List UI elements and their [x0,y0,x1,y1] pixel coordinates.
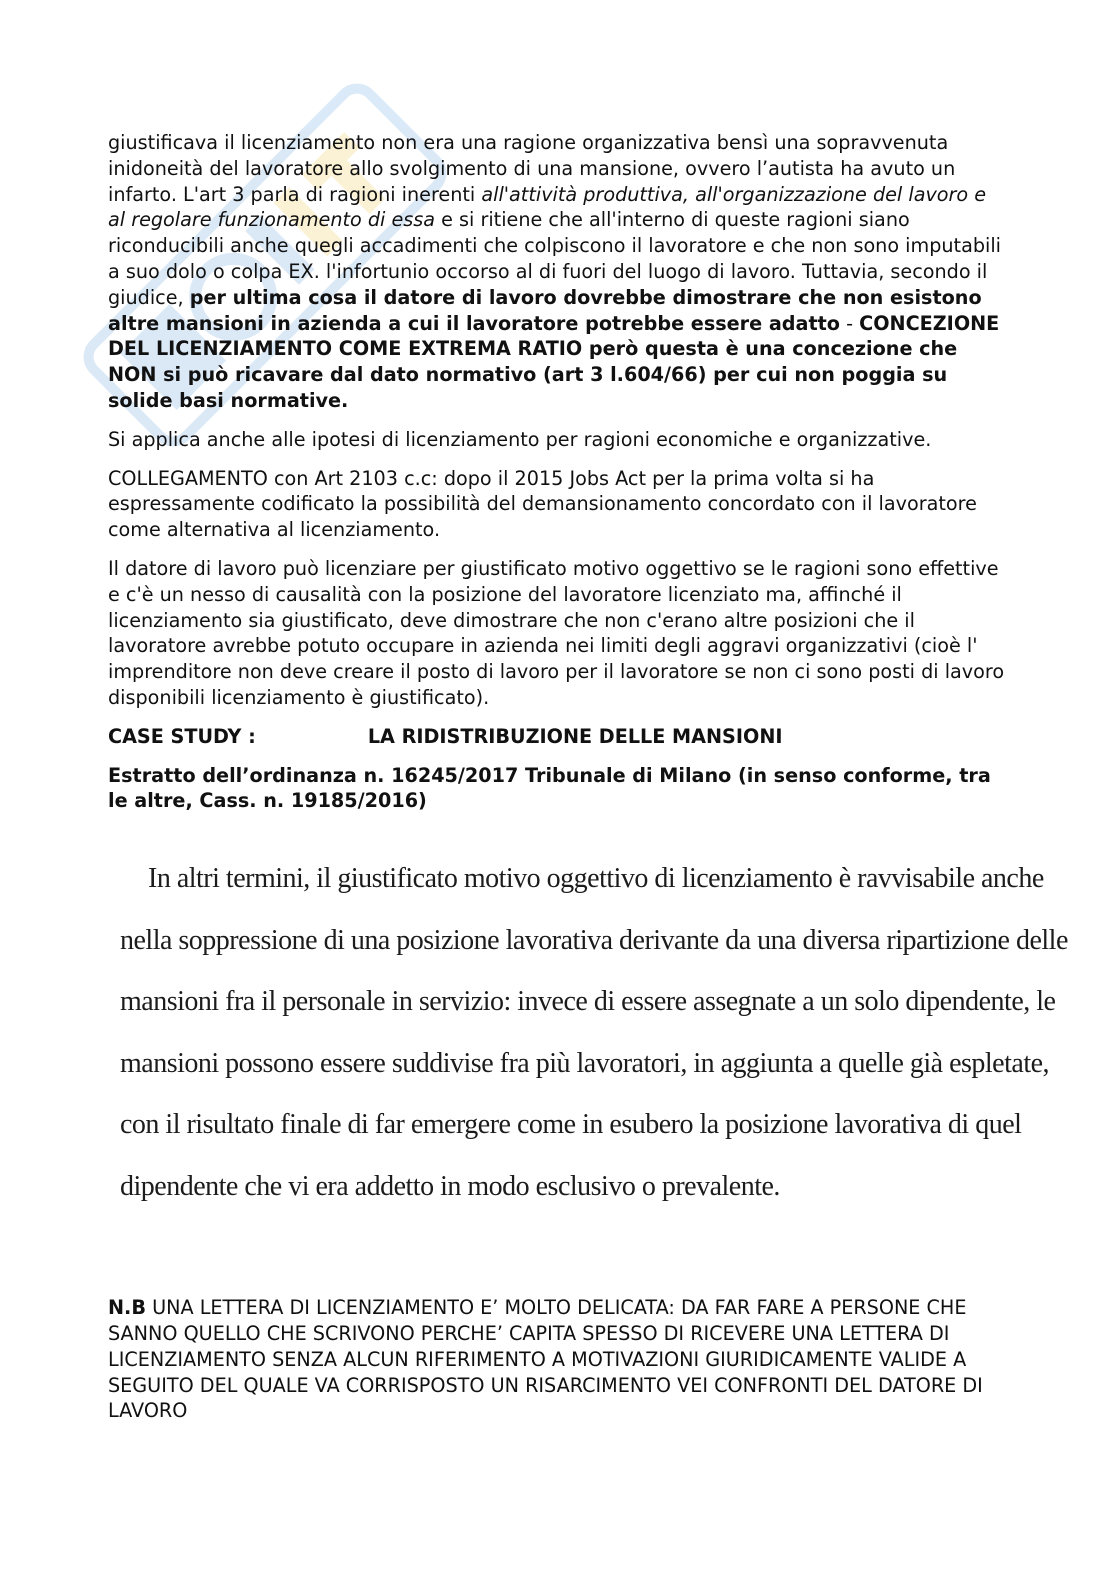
quote-line: In altri termini, il giustificato motivo oggettivo di licenziamento è ravvisabile anche [148,863,1044,894]
paragraph-1: giustificava il licenziamento non era una ragione organizzativa bensì una sopravvenuta inidoneità del lavoratore allo svolgimento di una mansione, ovvero l’autista ha avuto un infarto. L'art 3 parla di ragioni inerenti all'attività produttiva, all'organizzazione del lavoro e al regolare funzionamento di essa e si ritiene che all'interno di queste ragioni siano riconducibili anche quegli accadimenti che colpiscono il lavoratore e che non sono imputabili a suo dolo o colpa EX. l'infortunio occorso al di fuori del luogo di lavoro. Tuttavia, secondo il giudice, per ultima cosa il datore di lavoro dovrebbe dimostrare che non esistono altre mansioni in azienda a cui il lavoratore potrebbe essere adatto - CONCEZIONE DEL LICENZIAMENTO COME EXTREMA RATIO però questa è una concezione che NON si può ricavare dal dato normativo (art 3 l.604/66) per cui non poggia su solide basi normative. [108,131,1001,412]
paragraph-2: Si applica anche alle ipotesi di licenziamento per ragioni economiche e organizzative. [108,427,932,451]
italic-quote: all'attività produttiva, all'organizzazione del lavoro e al regolare funzionamento di essa [108,182,987,232]
scanned-quote [120,848,1068,1217]
document-body [108,130,1008,827]
paragraph-4: Il datore di lavoro può licenziare per giustificato motivo oggettivo se le ragioni sono effettive e c'è un nesso di causalità con la posizione del lavoratore licenziato ma, affinché il licenziamento sia giustificato, deve dimostrare che non c'erano altre posizioni che il lavoratore avrebbe potuto occupare in azienda nei limiti degli aggravi organizzativi (cioè l' imprenditore non deve creare il posto di lavoro per il lavoratore se non ci sono posti di lavoro disponibili licenziamento è giustificato). [108,556,1005,709]
nb-label: N.B [108,1296,146,1320]
nota-bene [108,1295,1008,1424]
bold-statement: per ultima cosa il datore di lavoro dovrebbe dimostrare che non esistono altre mansioni in azienda a cui il lavoratore potrebbe essere adatto [108,285,982,335]
case-study-title: LA RIDISTRIBUZIONE DELLE MANSIONI [367,724,783,748]
case-study-heading [108,724,1008,750]
bold-concept: CONCEZIONE DEL LICENZIAMENTO COME EXTREMA RATIO però questa è una concezione che NON si può ricavare dal dato normativo (art 3 l.604/66) per cui non poggia su solide basi normative. [108,311,1000,412]
extract-heading: Estratto dell’ordinanza n. 16245/2017 Tribunale di Milano (in senso conforme, tra le altre, Cass. n. 19185/2016) [108,763,991,813]
quote-line: con il risultato finale di far emergere come in esubero la posizione lavorativa di quel [120,1109,1022,1140]
quote-line: nella soppressione di una posizione lavorativa derivante da una diversa ripartizione delle [120,924,1068,956]
case-study-label: CASE STUDY : [108,724,256,748]
quote-line: mansioni possono essere suddivise fra più lavoratori, in aggiunta a quelle già espletate, [120,1047,1050,1079]
quote-line: mansioni fra il personale in servizio: invece di essere assegnate a un solo dipendente, le [120,986,1056,1017]
paragraph-3: COLLEGAMENTO con Art 2103 c.c: dopo il 2015 Jobs Act per la prima volta si ha espressamente codificato la possibilità del demansionamento concordato con il lavoratore come alternativa al licenziamento. [108,466,977,542]
nb-text: UNA LETTERA DI LICENZIAMENTO E’ MOLTO DELICATA: DA FAR FARE A PERSONE CHE SANNO QUELLO CHE SCRIVONO PERCHE’ CAPITA SPESSO DI RICEVERE UNA LETTERA DI LICENZIAMENTO SENZA ALCUN RIFERIMENTO A MOTIVAZIONI GIURIDICAMENTE VALIDE A SEGUITO DEL QUALE VA CORRISPOSTO UN RISARCIMENTO VEI CONFRONTI DEL DATORE DI LAVORO [108,1296,983,1423]
quote-line: dipendente che vi era addetto in modo esclusivo o prevalente. [120,1170,780,1202]
